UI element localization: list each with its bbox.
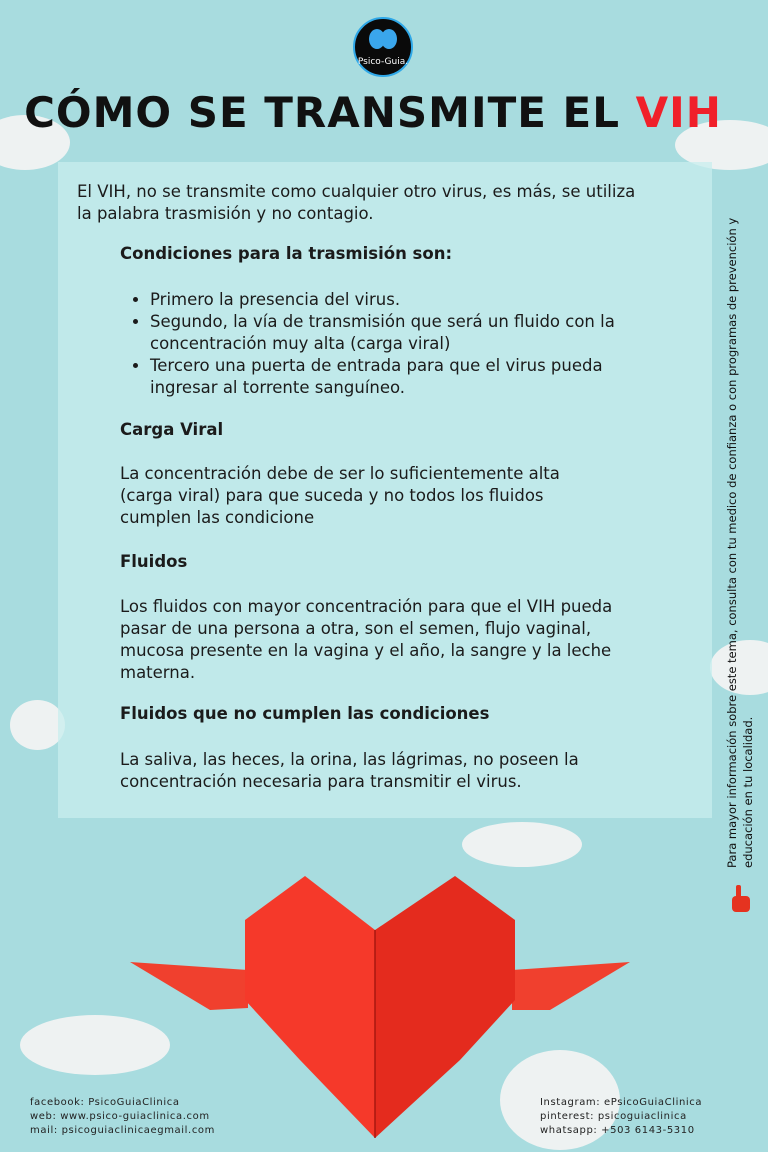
page-title: CÓMO SE TRANSMITE EL VIH [24, 88, 722, 137]
footer-contacts-right [540, 1096, 702, 1138]
conditions-list [120, 289, 630, 399]
intro-line: la palabra trasmisión y no contagio. [77, 204, 374, 223]
instagram-link[interactable]: Instagram: ePsicoGuiaClinica [540, 1097, 703, 1108]
brain-icon [355, 19, 411, 75]
pinterest-link[interactable]: pinterest: psicoguiaclinica [540, 1111, 687, 1122]
footer-contacts-left [30, 1096, 215, 1138]
viral-load-heading: Carga Viral [120, 420, 224, 439]
list-item: • Primero la presencia del virus. [150, 289, 630, 311]
whatsapp-link[interactable]: whatsapp: +503 6143-5310 [540, 1125, 695, 1136]
conditions-heading: Condiciones para la trasmisión son: [120, 244, 453, 263]
cloud [10, 700, 65, 750]
logo-text: Psico-Guia. [357, 57, 409, 67]
viral-load-text: La concentración debe de ser lo suficientemente alta (carga viral) para que suceda y no todos los fluidos cumplen las condicione [120, 464, 560, 527]
facebook-link[interactable]: facebook: PsicoGuiaClinica [30, 1097, 180, 1108]
intro-line: El VIH, no se transmite como cualquier otro virus, es más, se utiliza [77, 182, 636, 201]
fluids-heading: Fluidos [120, 552, 188, 571]
side-note: Para mayor información sobre este tema, consulta con tu medico de confianza o con programas de prevención y educación en tu localidad. [725, 217, 755, 868]
web-link[interactable]: web: www.psico-guiaclinica.com [30, 1111, 210, 1122]
list-item: • Tercero una puerta de entrada para que el virus pueda ingresar al torrente sanguíneo. [150, 355, 630, 399]
content-panel [58, 162, 712, 818]
list-item: • Segundo, la vía de transmisión que será un fluido con la concentración muy alta (carga viral) [150, 311, 630, 355]
mail-link[interactable]: mail: psicoguiaclinicaegmail.com [30, 1125, 215, 1136]
cloud [462, 822, 582, 867]
logo [353, 17, 413, 77]
non-fluids-heading: Fluidos que no cumplen las condiciones [120, 704, 490, 723]
pointing-hand-icon [728, 885, 752, 915]
non-fluids-text: La saliva, las heces, la orina, las lágrimas, no poseen la concentración necesaria para transmitir el virus. [120, 750, 579, 791]
fluids-text: Los fluidos con mayor concentración para que el VIH pueda pasar de una persona a otra, son el semen, flujo vaginal, mucosa presente en la vagina y el año, la sangre y la leche materna. [120, 597, 613, 682]
